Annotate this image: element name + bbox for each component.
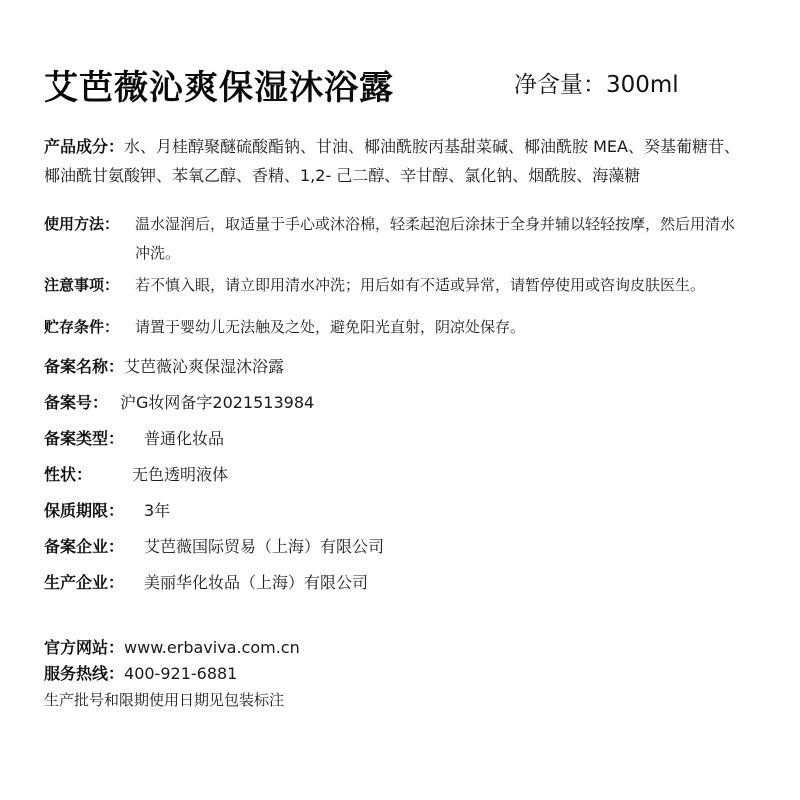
shelf-life-row — [44, 500, 170, 522]
hotline-row — [44, 663, 237, 685]
ingredients-line-1 — [44, 136, 740, 158]
registration-number-value: 沪G妆网备字2021513984 — [120, 393, 315, 412]
caution-label: 注意事项： — [44, 276, 120, 294]
net-content — [514, 66, 679, 99]
net-content-value: 300ml — [606, 72, 679, 98]
registrant-company-label: 备案企业： — [44, 537, 125, 556]
storage-text: 请置于婴幼儿无法触及之处，避免阳光直射，阴凉处保存。 — [135, 318, 526, 336]
hotline-label: 服务热线： — [44, 664, 125, 683]
manufacturer-value: 美丽华化妆品（上海）有限公司 — [144, 573, 369, 592]
registration-type-row — [44, 428, 224, 450]
usage-label: 使用方法： — [44, 215, 120, 233]
ingredients-label: 产品成分： — [44, 137, 125, 156]
property-label: 性状： — [44, 465, 93, 484]
property-row — [44, 464, 228, 486]
registration-number-label: 备案号： — [44, 393, 109, 412]
registrant-company-row — [44, 536, 384, 558]
shelf-life-label: 保质期限： — [44, 501, 125, 520]
usage-line-1 — [44, 213, 735, 235]
hotline-value: 400-921-6881 — [124, 664, 238, 683]
storage-row — [44, 316, 525, 338]
manufacturer-label: 生产企业： — [44, 573, 125, 592]
manufacturer-row — [44, 572, 368, 594]
batch-note: 生产批号和限期使用日期见包装标注 — [44, 691, 285, 709]
registration-name-label: 备案名称： — [44, 357, 125, 376]
ingredients-line-2 — [44, 165, 640, 187]
registration-name-row — [44, 356, 284, 378]
caution-text: 若不慎入眼，请立即用清水冲洗；用后如有不适或异常，请暂停使用或咨询皮肤医生。 — [135, 276, 706, 294]
shelf-life-value: 3年 — [144, 501, 171, 520]
website-link[interactable]: www.erbaviva.com.cn — [124, 638, 300, 657]
usage-text-2: 冲洗。 — [135, 244, 181, 262]
website-row — [44, 637, 300, 659]
caution-row — [44, 274, 705, 296]
registration-type-label: 备案类型： — [44, 429, 125, 448]
net-content-label: 净含量： — [514, 72, 606, 98]
registration-number-row — [44, 392, 314, 414]
storage-label: 贮存条件： — [44, 318, 120, 336]
website-label: 官方网站： — [44, 638, 125, 657]
registration-name-value: 艾芭薇沁爽保湿沐浴露 — [124, 357, 285, 376]
property-value: 无色透明液体 — [132, 465, 229, 484]
registrant-company-value: 艾芭薇国际贸易（上海）有限公司 — [144, 537, 385, 556]
ingredients-text-1: 水、月桂醇聚醚硫酸酯钠、甘油、椰油酰胺丙基甜菜碱、椰油酰胺 MEA、癸基葡糖苷、 — [124, 137, 740, 156]
ingredients-text-2: 椰油酰甘氨酸钾、苯氧乙醇、香精、1,2- 己二醇、辛甘醇、氯化钠、烟酰胺、海藻糖 — [44, 166, 641, 185]
usage-line-2 — [135, 242, 180, 264]
product-title: 艾芭薇沁爽保湿沐浴露 — [44, 68, 394, 108]
usage-text-1: 温水湿润后，取适量于手心或沐浴棉，轻柔起泡后涂抹于全身并辅以轻轻按摩，然后用清水 — [135, 215, 736, 233]
registration-type-value: 普通化妆品 — [144, 429, 225, 448]
